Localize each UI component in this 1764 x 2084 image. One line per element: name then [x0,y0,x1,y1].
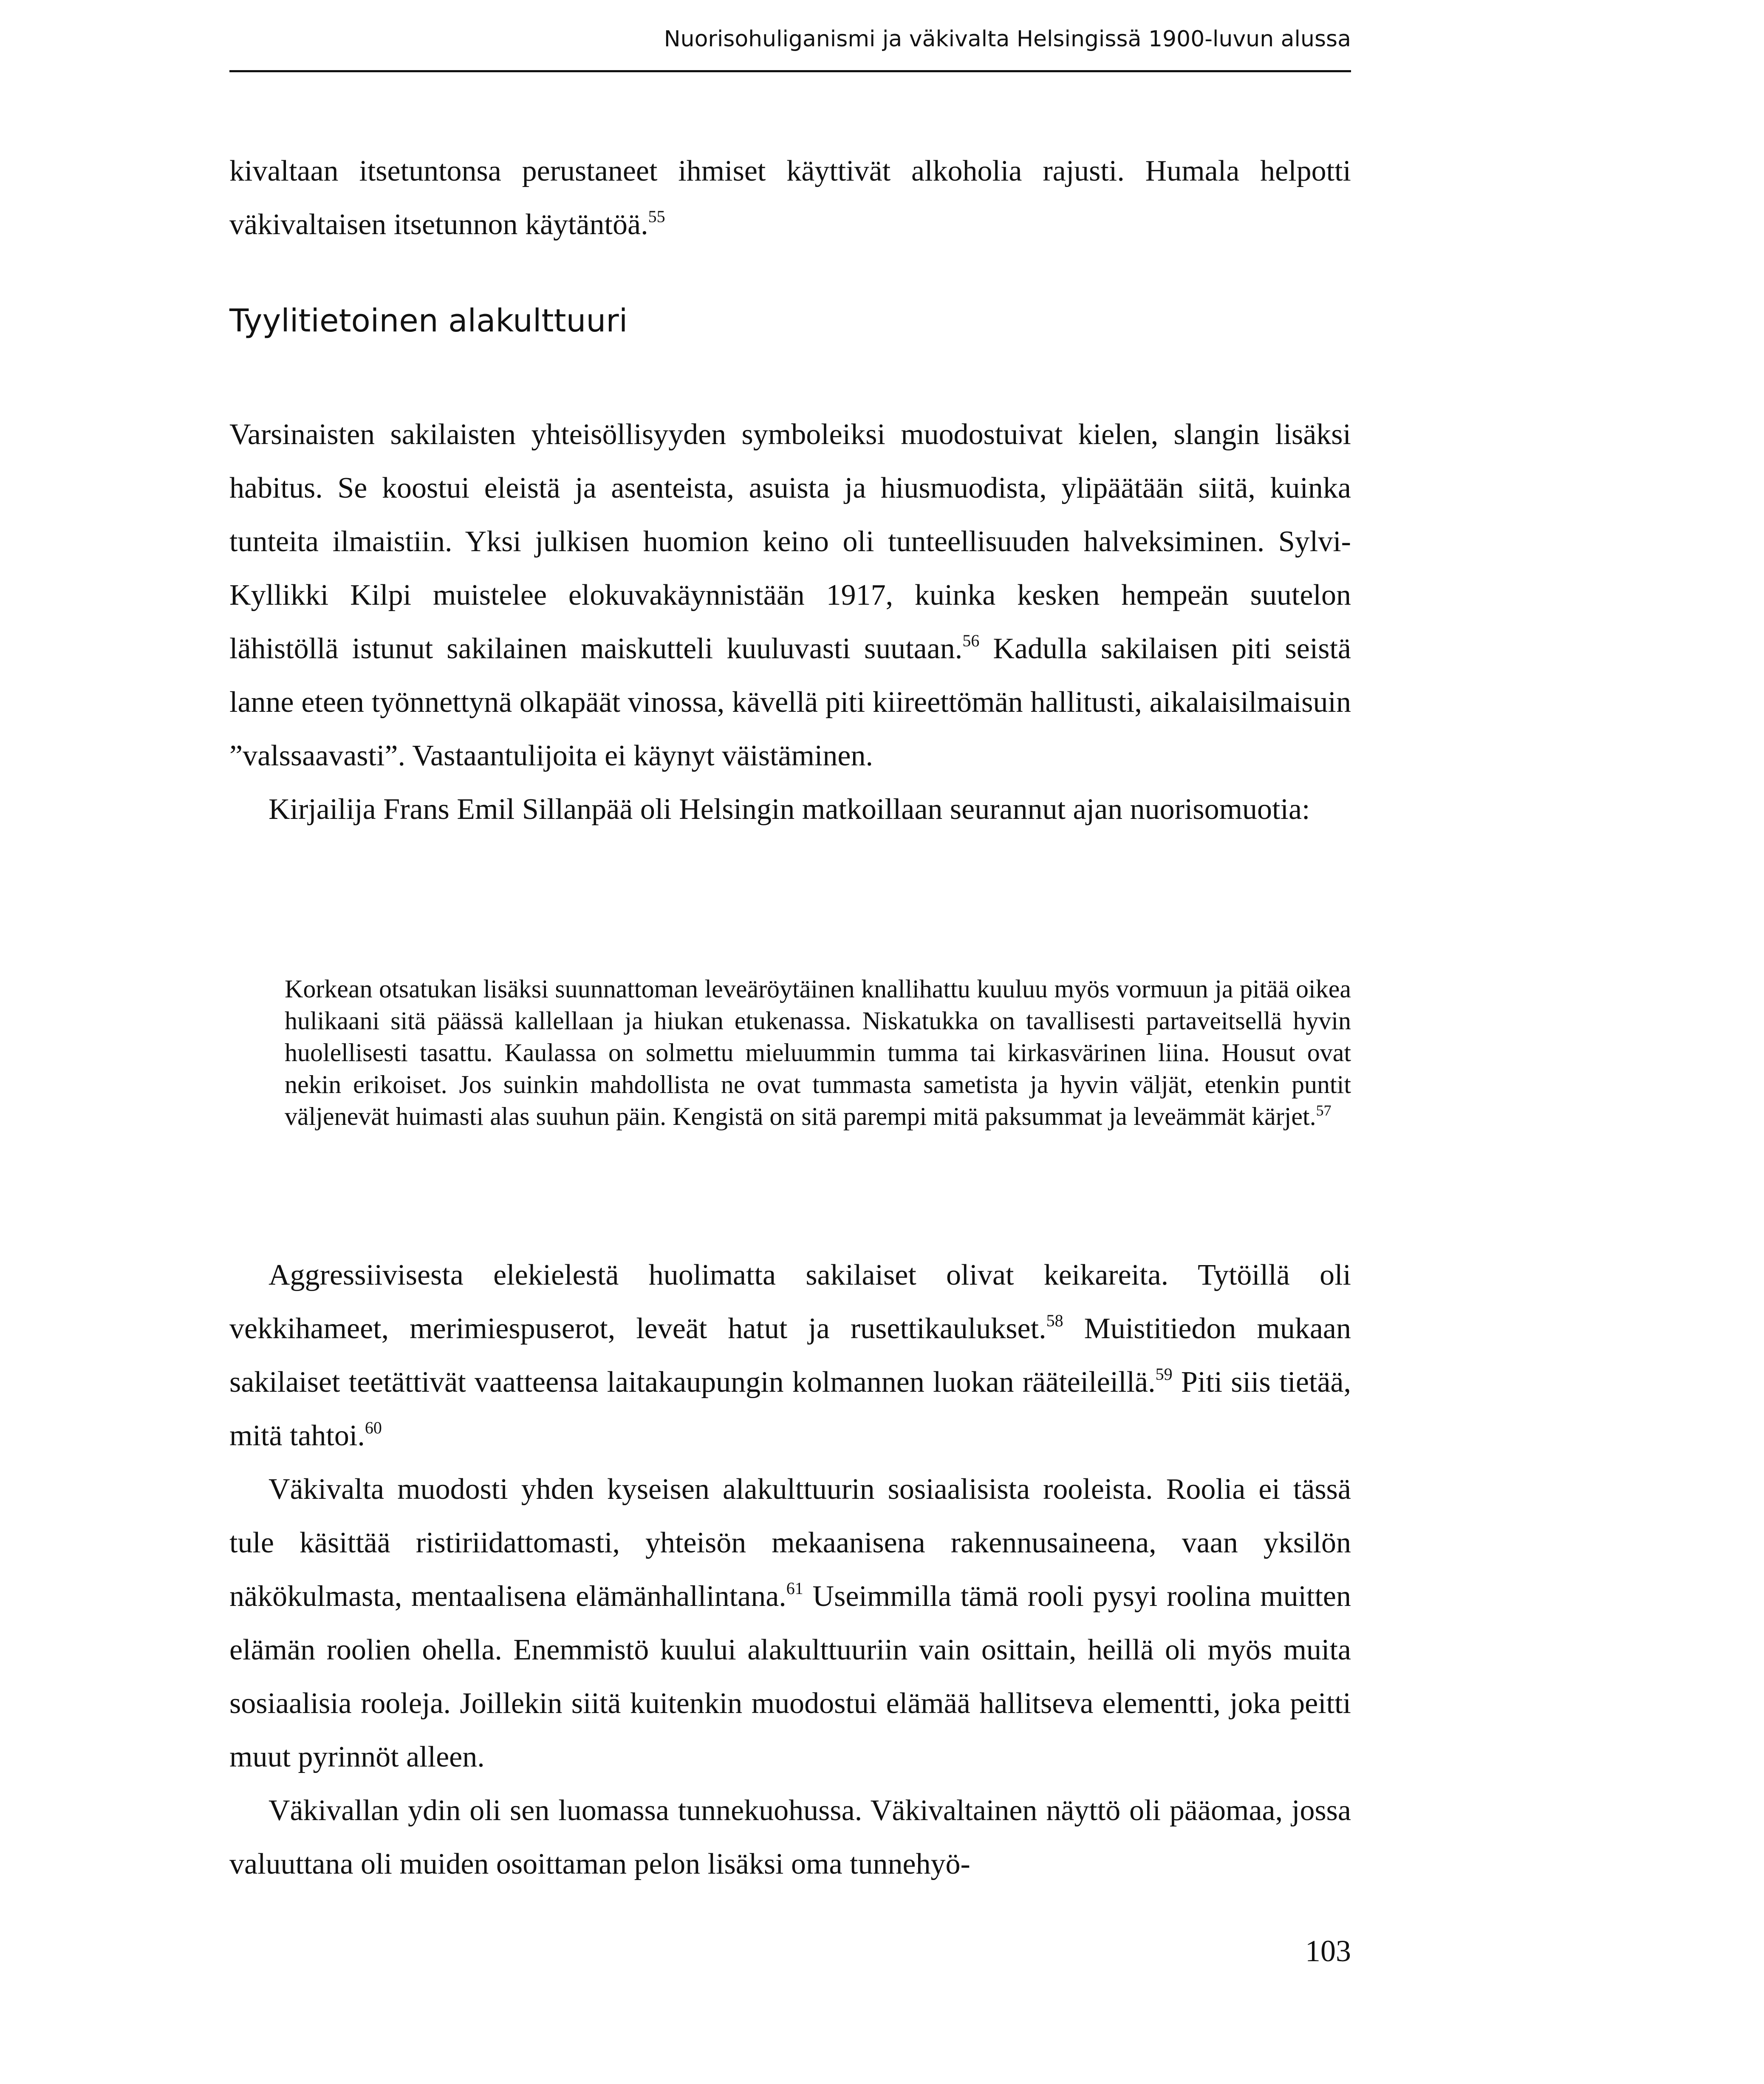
section-heading: Tyylitietoinen alakulttuuri [229,303,628,339]
footnote-ref-56: 56 [962,631,980,650]
paragraph-keikarit-text-3: Piti siis tietää, mitä tahtoi. [229,1366,1351,1452]
paragraph-keikarit-text-2: Muistitiedon mukaan sakilaiset teetättivät vaatteensa laitakaupungin kolmannen luokan rääteileillä. [229,1312,1351,1399]
footnote-ref-57: 57 [1316,1102,1331,1119]
header-rule [229,70,1351,72]
paragraph-keikarit [229,1249,1351,1463]
footnote-ref-58: 58 [1046,1311,1063,1330]
paragraph-habitus-text-1: Varsinaisten sakilaisten yhteisöllisyyden symboleiksi muodostuivat kielen, slangin lisäksi habitus. Se koostui eleistä ja asenteista, asuista ja hiusmuodista, ylipäätään siitä, kuinka tunteita ilmaistiin. Yksi julkisen huomion keino oli tunteellisuuden halveksiminen. Sylvi-Kyllikki Kilpi muistelee elokuvakäynnistään 1917, kuinka kesken hempeän suutelon lähistöllä istunut sakilainen maiskutteli kuuluvasti suutaan. [229,418,1351,665]
paragraph-habitus [229,408,1351,783]
intro-paragraph [229,144,1351,252]
paragraph-keikarit-text-1: Aggressiivisesta elekielestä huolimatta sakilaiset olivat keikareita. Tytöillä oli vekkihameet, merimiespuserot, leveät hatut ja rusettikaulukset. [229,1259,1351,1345]
page-number: 103 [1305,1934,1351,1968]
footnote-ref-59: 59 [1155,1365,1173,1384]
paragraph-rooli-text-1: Väkivalta muodosti yhden kyseisen alakulttuurin sosiaalisista rooleista. Roolia ei tässä tule käsittää ristiriidattomasti, yhteisön mekaanisena rakennusaineena, vaan yksilön näkökulmasta, mentaalisena elämänhallintana. [229,1473,1351,1613]
intro-text: kivaltaan itsetuntonsa perustaneet ihmiset käyttivät alkoholia rajusti. Humala helpotti väkivaltaisen itsetunnon käytäntöä. [229,155,1351,241]
book-page [229,0,1351,2084]
block-quote-text: Korkean otsatukan lisäksi suunnattoman leveäröytäinen knallihattu kuuluu myös vormuun ja pitää oikea hulikaani sitä päässä kallellaan ja hiukan etukenassa. Niskatukka on tavallisesti partaveitsellä hyvin huolellisesti tasattu. Kaulassa on solmettu mieluummin tumma tai kirkasvärinen liina. Housut ovat nekin erikoiset. Jos suinkin mahdollista ne ovat tummasta sametista ja hyvin väljät, etenkin puntit väljenevät huimasti alas suuhun päin. Kengistä on sitä parempi mitä paksummat ja leveämmät kärjet. [285,975,1351,1130]
body-paragraphs-top [229,408,1351,836]
paragraph-habitus-text-2: Kadulla sakilaisen piti seistä lanne eteen työnnettynä olkapäät vinossa, kävellä piti kiireettömän hallitusti, aikalaisilmaisuin ”valssaavasti”. Vastaantulijoita ei käynyt väistäminen. [229,632,1351,772]
paragraph-rooli-text-2: Useimmilla tämä rooli pysyi roolina muitten elämän roolien ohella. Enemmistö kuului alakulttuuriin vain osittain, heillä oli myös muita sosiaalisia rooleja. Joillekin siitä kuitenkin muodostui elämää hallitseva elementti, joka peitti muut pyrinnöt alleen. [229,1580,1351,1773]
paragraph-tunnekuohu: Väkivallan ydin oli sen luomassa tunnekuohussa. Väkivaltainen näyttö oli pääomaa, jossa valuuttana oli muiden osoittaman pelon lisäksi oma tunnehyö- [229,1794,1351,1880]
body-paragraphs-bottom [229,1249,1351,1891]
paragraph-rooli [229,1463,1351,1784]
footnote-ref-55: 55 [648,207,665,226]
footnote-ref-60: 60 [365,1418,382,1437]
paragraph-sillanpaa: Kirjailija Frans Emil Sillanpää oli Helsingin matkoillaan seurannut ajan nuorisomuotia: [269,793,1310,826]
footnote-ref-61: 61 [786,1579,803,1598]
running-header: Nuorisohuliganismi ja väkivalta Helsingissä 1900-luvun alussa [664,26,1351,52]
block-quote [285,973,1351,1133]
